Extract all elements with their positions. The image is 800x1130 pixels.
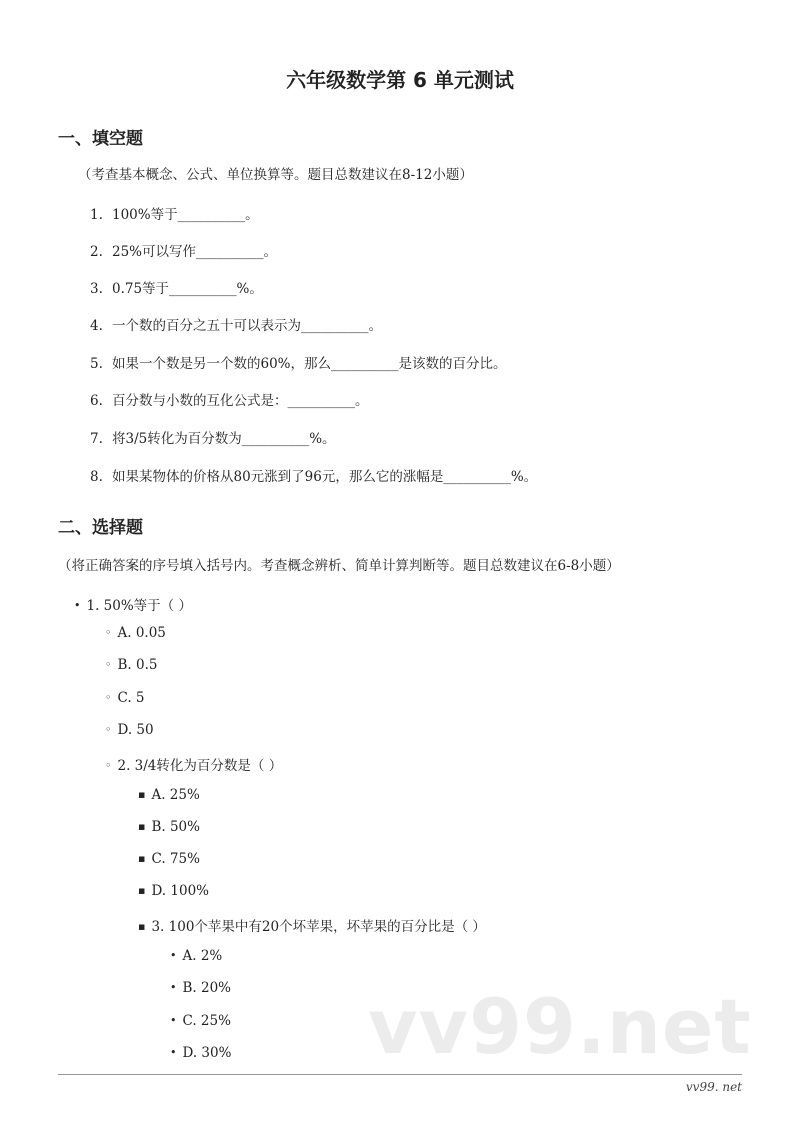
choice-option	[138, 883, 209, 899]
bullet-icon: ▪	[138, 788, 146, 801]
bullet-icon: ◦	[105, 658, 112, 671]
choice-question-text: 1. 50%等于（ ）	[86, 598, 192, 614]
choice-question	[138, 915, 486, 935]
question-number: 7.	[90, 431, 103, 447]
choice-option-text: A. 25%	[151, 787, 200, 803]
choice-option	[105, 657, 157, 673]
question-text: 百分数与小数的互化公式是：__________。	[112, 393, 369, 409]
choice-option-text: B. 20%	[182, 980, 232, 996]
choice-option-text: A. 0.05	[117, 625, 166, 641]
question-number: 4.	[90, 318, 103, 334]
choice-option-text: A. 2%	[182, 948, 223, 964]
choice-question-text: 2. 3/4转化为百分数是（ ）	[117, 758, 283, 774]
watermark: vv99.net	[368, 982, 752, 1071]
question-text: 如果一个数是另一个数的60%，那么__________是该数的百分比。	[112, 356, 507, 372]
question-number: 8.	[90, 469, 103, 485]
choice-option	[170, 980, 231, 996]
question-text: 100%等于__________。	[112, 207, 259, 223]
bullet-icon: •	[170, 1046, 177, 1059]
question-text: 一个数的百分之五十可以表示为__________。	[112, 318, 382, 334]
fill-in-question	[90, 240, 277, 260]
question-number: 5.	[90, 356, 103, 372]
fill-in-question	[90, 277, 263, 297]
choice-question	[105, 754, 282, 774]
choice-option	[138, 851, 200, 867]
choice-option-text: C. 75%	[151, 851, 200, 867]
choice-option-text: C. 5	[117, 690, 145, 706]
bullet-icon: ◦	[105, 691, 112, 704]
bullet-icon: ◦	[105, 723, 112, 736]
bullet-icon: ◦	[105, 626, 112, 639]
choice-option	[170, 948, 222, 964]
fill-in-question	[90, 389, 369, 409]
question-text: 0.75等于__________%。	[112, 281, 263, 297]
question-text: 如果某物体的价格从80元涨到了96元，那么它的涨幅是__________%。	[112, 469, 538, 485]
fill-in-question	[90, 465, 537, 485]
question-number: 1.	[90, 207, 103, 223]
fill-in-question	[90, 427, 336, 447]
choice-option-text: C. 25%	[182, 1013, 231, 1029]
choice-option	[105, 625, 166, 641]
fill-in-question	[90, 352, 507, 372]
choice-option-text: D. 50	[117, 722, 154, 738]
choice-option-text: B. 50%	[151, 819, 200, 835]
fill-in-question	[90, 203, 259, 223]
choice-option	[105, 722, 154, 738]
bullet-icon: ▪	[138, 884, 146, 897]
choice-question	[74, 594, 192, 614]
bullet-icon: •	[170, 981, 177, 994]
choice-question-text: 3. 100个苹果中有20个坏苹果，坏苹果的百分比是（ ）	[151, 919, 486, 935]
section-heading-fill-in: 一、填空题	[58, 129, 143, 149]
section-note: （将正确答案的序号填入括号内。考查概念辨析、简单计算判断等。题目总数建议在6-8小题）	[58, 558, 620, 574]
bullet-icon: ▪	[138, 920, 146, 933]
bullet-icon: •	[170, 949, 177, 962]
choice-option-text: D. 100%	[151, 883, 209, 899]
footer-text: vv99. net	[685, 1080, 742, 1094]
choice-option	[170, 1013, 231, 1029]
question-number: 6.	[90, 393, 103, 409]
choice-option	[105, 690, 145, 706]
question-number: 2.	[90, 244, 103, 260]
bullet-icon: ◦	[105, 759, 112, 772]
section-heading-choice: 二、选择题	[58, 518, 143, 538]
document-title: 六年级数学第 6 单元测试	[286, 68, 514, 92]
bullet-icon: ▪	[138, 852, 146, 865]
choice-option	[170, 1045, 231, 1061]
choice-option-text: B. 0.5	[117, 657, 158, 673]
question-text: 25%可以写作__________。	[112, 244, 278, 260]
choice-option-text: D. 30%	[182, 1045, 232, 1061]
choice-option	[138, 787, 200, 803]
bullet-icon: ▪	[138, 820, 146, 833]
section-note: （考查基本概念、公式、单位换算等。题目总数建议在8-12小题）	[78, 167, 473, 183]
bullet-icon: •	[170, 1014, 177, 1027]
bullet-icon: •	[74, 599, 81, 612]
question-text: 将3/5转化为百分数为__________%。	[112, 431, 336, 447]
question-number: 3.	[90, 281, 103, 297]
choice-option	[138, 819, 200, 835]
footer-divider	[58, 1074, 742, 1075]
fill-in-question	[90, 314, 382, 334]
